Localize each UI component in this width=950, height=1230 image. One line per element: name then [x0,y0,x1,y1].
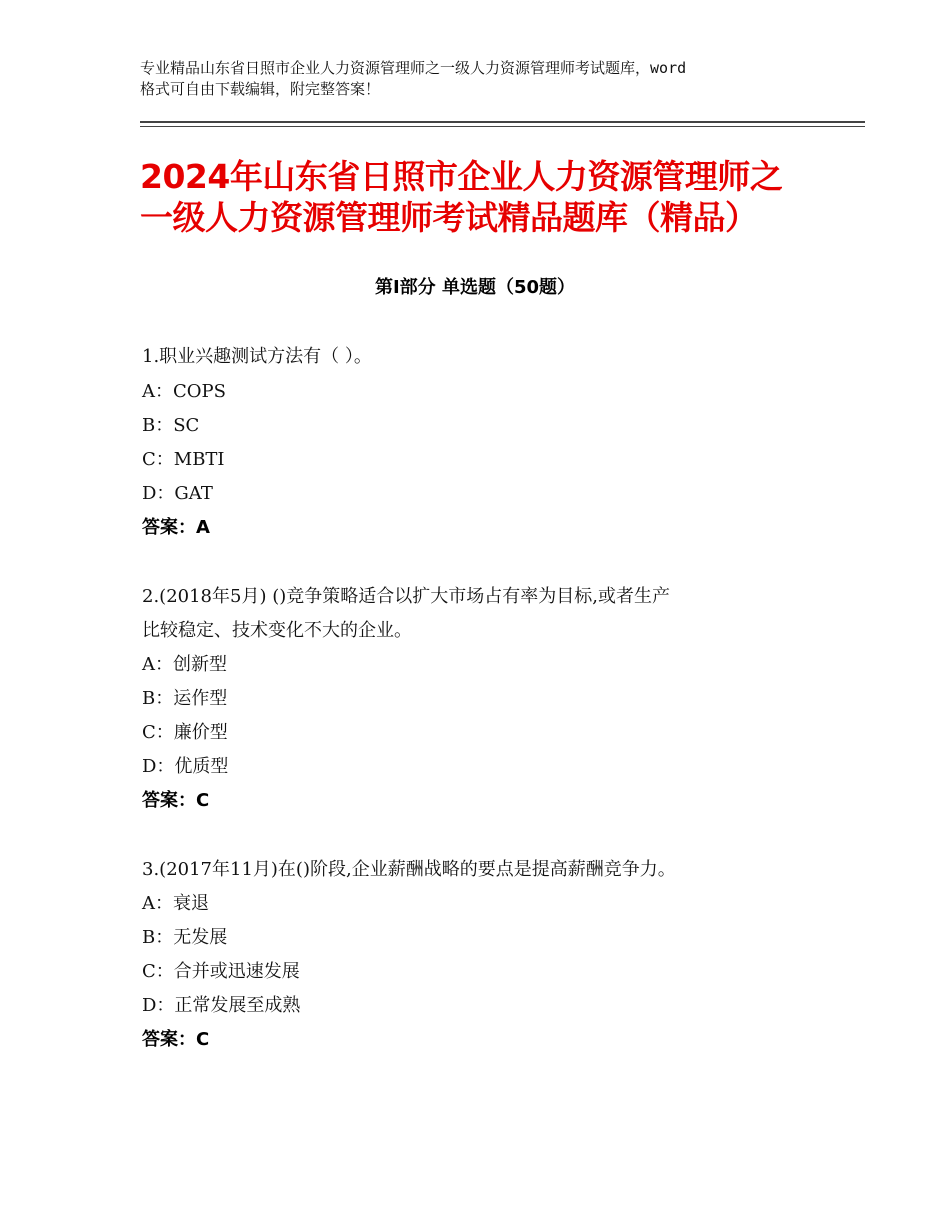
document-title-line-1: 2024年山东省日照市企业人力资源管理师之 [140,157,783,196]
answer: 答案：A [142,517,210,538]
header-divider-thick [140,121,865,123]
option-b: B：SC [142,415,200,436]
option-a: A：衰退 [142,893,209,914]
document-title-line-2: 一级人力资源管理师考试精品题库（精品） [140,198,758,237]
header-divider-thin [140,126,865,127]
option-d: D：正常发展至成熟 [142,995,301,1016]
option-b: B：无发展 [142,927,228,948]
header-note-line-1: 专业精品山东省日照市企业人力资源管理师之一级人力资源管理师考试题库，word [140,59,687,77]
section-heading: 第Ⅰ部分 单选题（50题） [374,277,575,298]
option-c: C：MBTI [142,449,225,470]
option-c: C：廉价型 [142,722,228,743]
option-a: A：创新型 [142,654,227,675]
header-note [140,58,830,100]
header-note-line-2: 格式可自由下载编辑，附完整答案！ [140,80,381,98]
option-b: B：运作型 [142,688,228,709]
question-stem: 1.职业兴趣测试方法有（ ）。 [142,346,372,367]
question-stem: 3.(2017年11月)在()阶段,企业薪酬战略的要点是提高薪酬竞争力。 [142,859,676,880]
question-stem: 2.(2018年5月) ()竞争策略适合以扩大市场占有率为目标,或者生产 [142,586,670,607]
answer: 答案：C [142,1029,210,1050]
question-stem-continued: 比较稳定、技术变化不大的企业。 [142,620,412,641]
option-d: D：优质型 [142,756,229,777]
option-c: C：合并或迅速发展 [142,961,300,982]
document-title [140,156,840,238]
option-a: A：COPS [142,381,226,402]
option-d: D：GAT [142,483,213,504]
answer: 答案：C [142,790,210,811]
